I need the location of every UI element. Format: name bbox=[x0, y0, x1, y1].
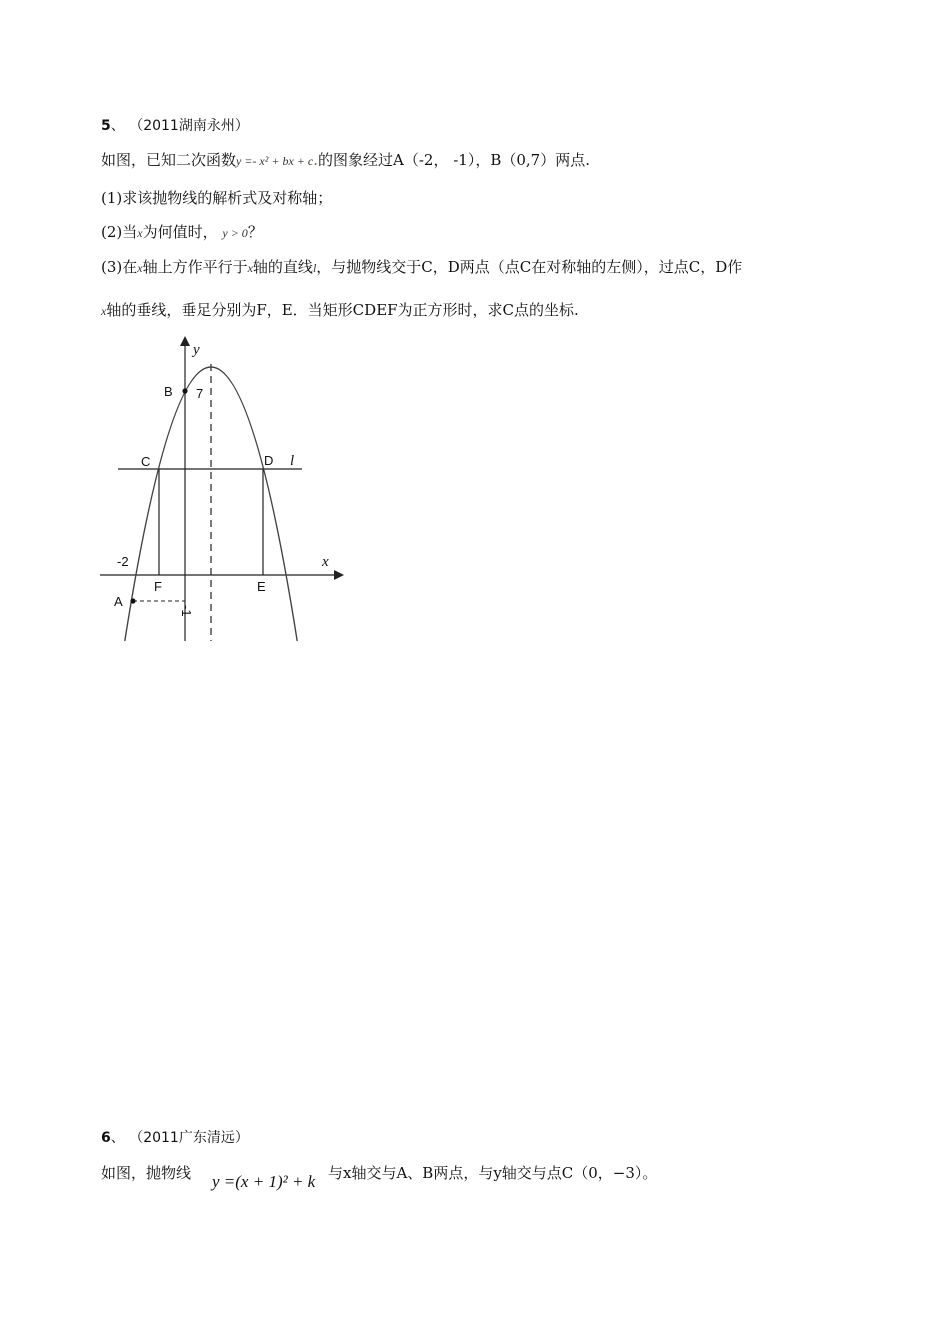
x-axis-arrow bbox=[334, 570, 344, 580]
problem-6-sep: 、 bbox=[110, 1130, 125, 1146]
intro-text-post: 的图象经过A（-2， -1），B（0,7）两点. bbox=[318, 151, 590, 169]
problem-6-number: 6 bbox=[101, 1130, 111, 1146]
label-7: 7 bbox=[196, 386, 204, 401]
label-x: x bbox=[322, 554, 329, 570]
question-3-line-1 bbox=[101, 257, 742, 278]
q2-var: x bbox=[137, 226, 143, 240]
q2-mid: 为何值时， bbox=[142, 223, 218, 241]
parabola-figure bbox=[95, 330, 355, 650]
point-B bbox=[182, 388, 187, 393]
label-y: y bbox=[193, 342, 200, 358]
quadratic-formula: y =- x² + bx + c bbox=[236, 154, 314, 168]
label-E: E bbox=[257, 579, 266, 594]
question-3-line-2 bbox=[101, 300, 579, 321]
question-1: (1)求该抛物线的解析式及对称轴； bbox=[101, 189, 333, 207]
q3b-post: 轴的垂线，垂足分别为F，E．当矩形CDEF为正方形时，求C点的坐标. bbox=[106, 301, 579, 319]
q3-var2: x bbox=[247, 261, 253, 275]
problem-5-sep: 、 bbox=[110, 118, 125, 134]
label-D: D bbox=[264, 453, 274, 468]
q3-post: ，与抛物线交于C，D两点（点C在对称轴的左侧），过点C，D作 bbox=[316, 258, 743, 276]
q3-mid: 轴上方作平行于 bbox=[142, 258, 248, 276]
problem-6-text-post: 与x轴交与A、B两点，与y轴交与点C（0，−3）。 bbox=[328, 1164, 658, 1182]
question-2 bbox=[101, 222, 263, 243]
intro-text-pre: 如图，已知二次函数 bbox=[101, 151, 237, 169]
parabola-curve bbox=[125, 367, 297, 641]
problem-6-source: （2011广东清远） bbox=[129, 1130, 249, 1146]
label-l: l bbox=[290, 453, 295, 469]
q3-var: x bbox=[137, 261, 143, 275]
problem-5-source: （2011湖南永州） bbox=[129, 118, 249, 134]
y-axis-arrow bbox=[180, 336, 190, 346]
decor-dot: . bbox=[313, 151, 318, 169]
problem-5-header bbox=[101, 116, 249, 136]
q3b-var: x bbox=[101, 304, 107, 318]
problem-6-formula: y =(x + 1)² + k bbox=[212, 1172, 316, 1191]
problem-6-header bbox=[101, 1128, 249, 1148]
problem-6-text-pre: 如图，抛物线 bbox=[101, 1164, 192, 1182]
label-neg1: -1 bbox=[179, 605, 194, 617]
q3-line-l: l bbox=[312, 261, 317, 275]
label-C: C bbox=[141, 454, 151, 469]
label-F: F bbox=[154, 579, 162, 594]
problem-5-intro bbox=[101, 150, 590, 171]
problem-5-number: 5 bbox=[101, 118, 111, 134]
q3-mid2: 轴的直线 bbox=[252, 258, 313, 276]
point-A bbox=[130, 598, 135, 603]
label-neg2: -2 bbox=[117, 554, 129, 569]
q2-condition: y > 0 bbox=[222, 226, 248, 240]
q3-pre: (3)在 bbox=[101, 258, 138, 276]
q2-post: ？ bbox=[247, 223, 263, 241]
q2-pre: (2)当 bbox=[101, 223, 138, 241]
label-A: A bbox=[114, 594, 123, 609]
label-B: B bbox=[164, 384, 173, 399]
